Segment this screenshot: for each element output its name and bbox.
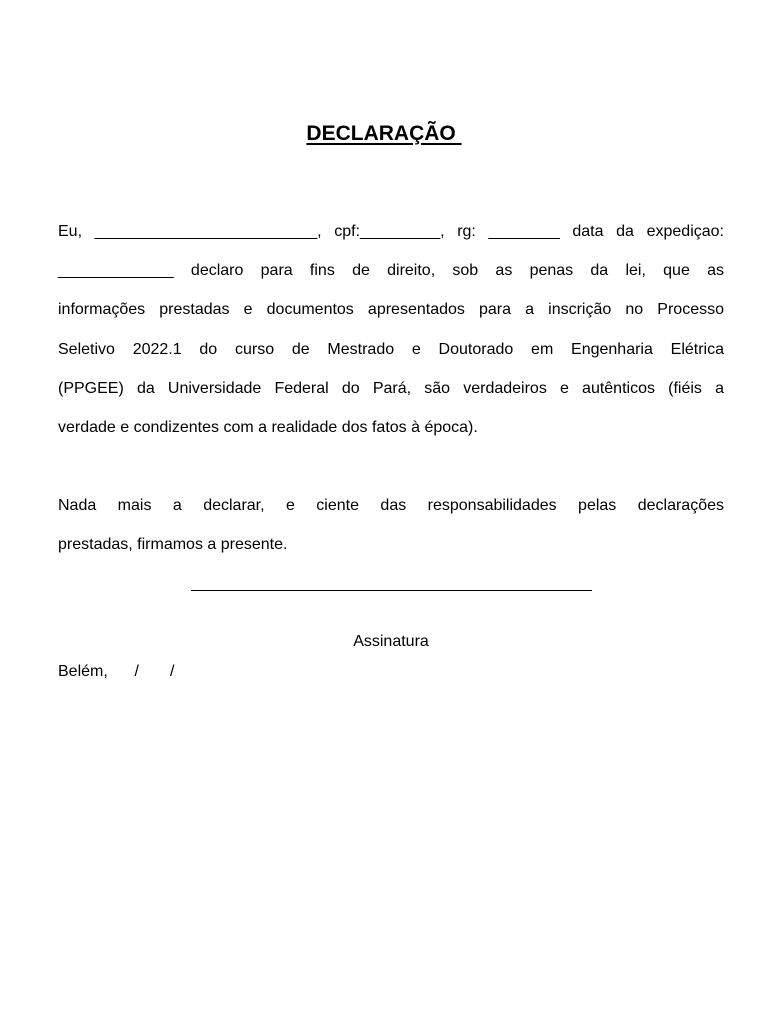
signature-label: Assinatura [353, 633, 429, 650]
paragraph-line: verdade e condizentes com a realidade dos fatos à época). [58, 418, 478, 436]
paragraph-line: (PPGEE) da Universidade Federal do Pará, são verdadeiros e autênticos (fiéis a [58, 379, 724, 397]
paragraph-line: _____________ declaro para fins de direito, sob as penas da lei, que as [58, 262, 724, 280]
document-title-text: DECLARAÇÃO [306, 122, 462, 145]
paragraph-line: prestadas, firmamos a presente. [58, 536, 288, 554]
paragraph-line: Nada mais a declarar, e ciente das responsabilidades pelas declarações [58, 497, 724, 514]
paragraph-line: Eu, _________________________, cpf:_________, rg: ________ data da expediçao: [58, 223, 724, 240]
place-date-line: Belém, / / [58, 663, 175, 680]
closing-paragraph [58, 486, 724, 564]
paragraph-line: Seletivo 2022.1 do curso de Mestrado e Doutorado em Engenharia Elétrica [58, 340, 724, 358]
signature-line [191, 590, 592, 591]
paragraph-line: informações prestadas e documentos apresentados para a inscrição no Processo [58, 301, 724, 319]
document-title [0, 118, 768, 150]
declaration-paragraph [58, 212, 724, 447]
